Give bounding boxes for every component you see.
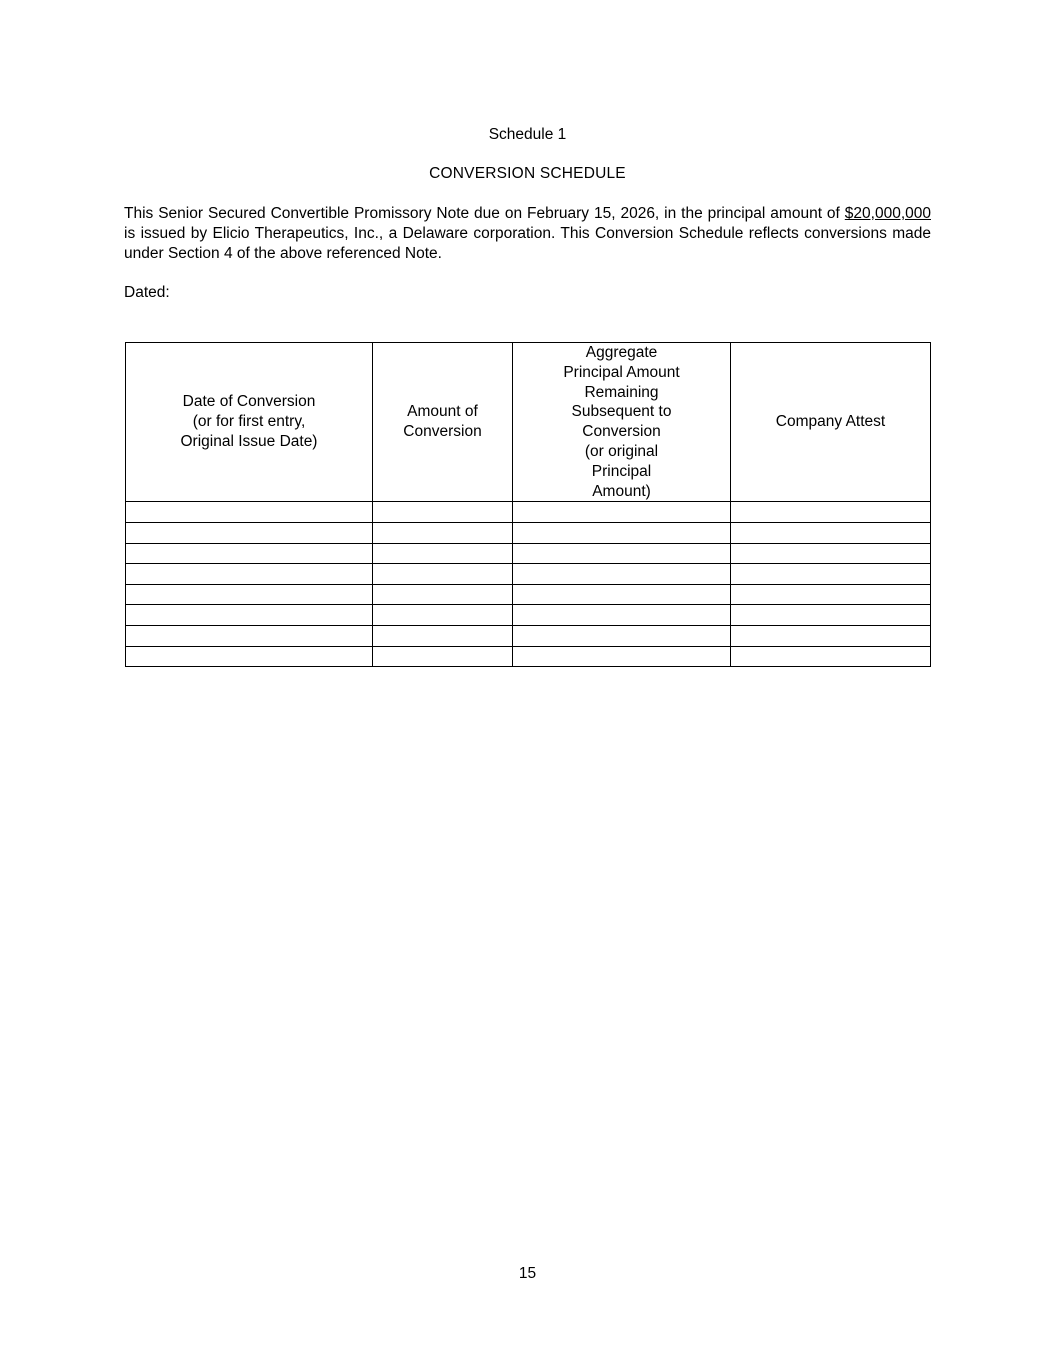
header-company-attest: Company Attest bbox=[731, 343, 931, 502]
table-row bbox=[126, 522, 931, 543]
cell-date-of-conversion bbox=[126, 646, 373, 667]
table-body bbox=[126, 502, 931, 667]
intro-paragraph bbox=[124, 204, 931, 264]
cell-principal-remaining bbox=[513, 564, 731, 585]
table-header-row bbox=[126, 343, 931, 502]
page-number: 15 bbox=[518, 1265, 537, 1282]
cell-principal-remaining bbox=[513, 605, 731, 626]
table-row bbox=[126, 646, 931, 667]
cell-company-attest bbox=[731, 625, 931, 646]
table-row bbox=[126, 584, 931, 605]
cell-amount-of-conversion bbox=[373, 543, 513, 564]
cell-date-of-conversion bbox=[126, 564, 373, 585]
intro-text-after-amount: is issued by Elicio Therapeutics, Inc., a Delaware corporation. This Conversion Schedule reflects conversions made under Section 4 of the above referenced Note. bbox=[124, 225, 931, 262]
cell-principal-remaining bbox=[513, 584, 731, 605]
header-aggregate-principal-remaining: Aggregate Principal Amount Remaining Subsequent to Conversion (or original Principal Amount) bbox=[513, 343, 731, 502]
cell-amount-of-conversion bbox=[373, 522, 513, 543]
cell-amount-of-conversion bbox=[373, 502, 513, 523]
cell-date-of-conversion bbox=[126, 543, 373, 564]
cell-company-attest bbox=[731, 564, 931, 585]
table-row bbox=[126, 564, 931, 585]
cell-date-of-conversion bbox=[126, 522, 373, 543]
header-date-of-conversion: Date of Conversion (or for first entry, Original Issue Date) bbox=[126, 343, 373, 502]
cell-company-attest bbox=[731, 605, 931, 626]
cell-date-of-conversion bbox=[126, 605, 373, 626]
cell-date-of-conversion bbox=[126, 625, 373, 646]
cell-principal-remaining bbox=[513, 625, 731, 646]
cell-company-attest bbox=[731, 584, 931, 605]
cell-principal-remaining bbox=[513, 646, 731, 667]
principal-amount: $20,000,000 bbox=[844, 205, 931, 222]
cell-company-attest bbox=[731, 502, 931, 523]
cell-date-of-conversion bbox=[126, 502, 373, 523]
header-amount-of-conversion: Amount of Conversion bbox=[373, 343, 513, 502]
table-row bbox=[126, 543, 931, 564]
table-row bbox=[126, 625, 931, 646]
cell-date-of-conversion bbox=[126, 584, 373, 605]
dated-label: Dated: bbox=[124, 284, 170, 301]
cell-company-attest bbox=[731, 646, 931, 667]
table-row bbox=[126, 605, 931, 626]
cell-principal-remaining bbox=[513, 502, 731, 523]
cell-principal-remaining bbox=[513, 543, 731, 564]
conversion-schedule-table bbox=[125, 342, 931, 667]
cell-amount-of-conversion bbox=[373, 584, 513, 605]
intro-text-before-amount: This Senior Secured Convertible Promissory Note due on February 15, 2026, in the principal amount of bbox=[124, 205, 845, 222]
cell-amount-of-conversion bbox=[373, 605, 513, 626]
schedule-number: Schedule 1 bbox=[488, 126, 567, 143]
schedule-title: CONVERSION SCHEDULE bbox=[429, 165, 626, 182]
cell-amount-of-conversion bbox=[373, 646, 513, 667]
cell-principal-remaining bbox=[513, 522, 731, 543]
cell-company-attest bbox=[731, 543, 931, 564]
cell-amount-of-conversion bbox=[373, 625, 513, 646]
table-row bbox=[126, 502, 931, 523]
cell-company-attest bbox=[731, 522, 931, 543]
cell-amount-of-conversion bbox=[373, 564, 513, 585]
